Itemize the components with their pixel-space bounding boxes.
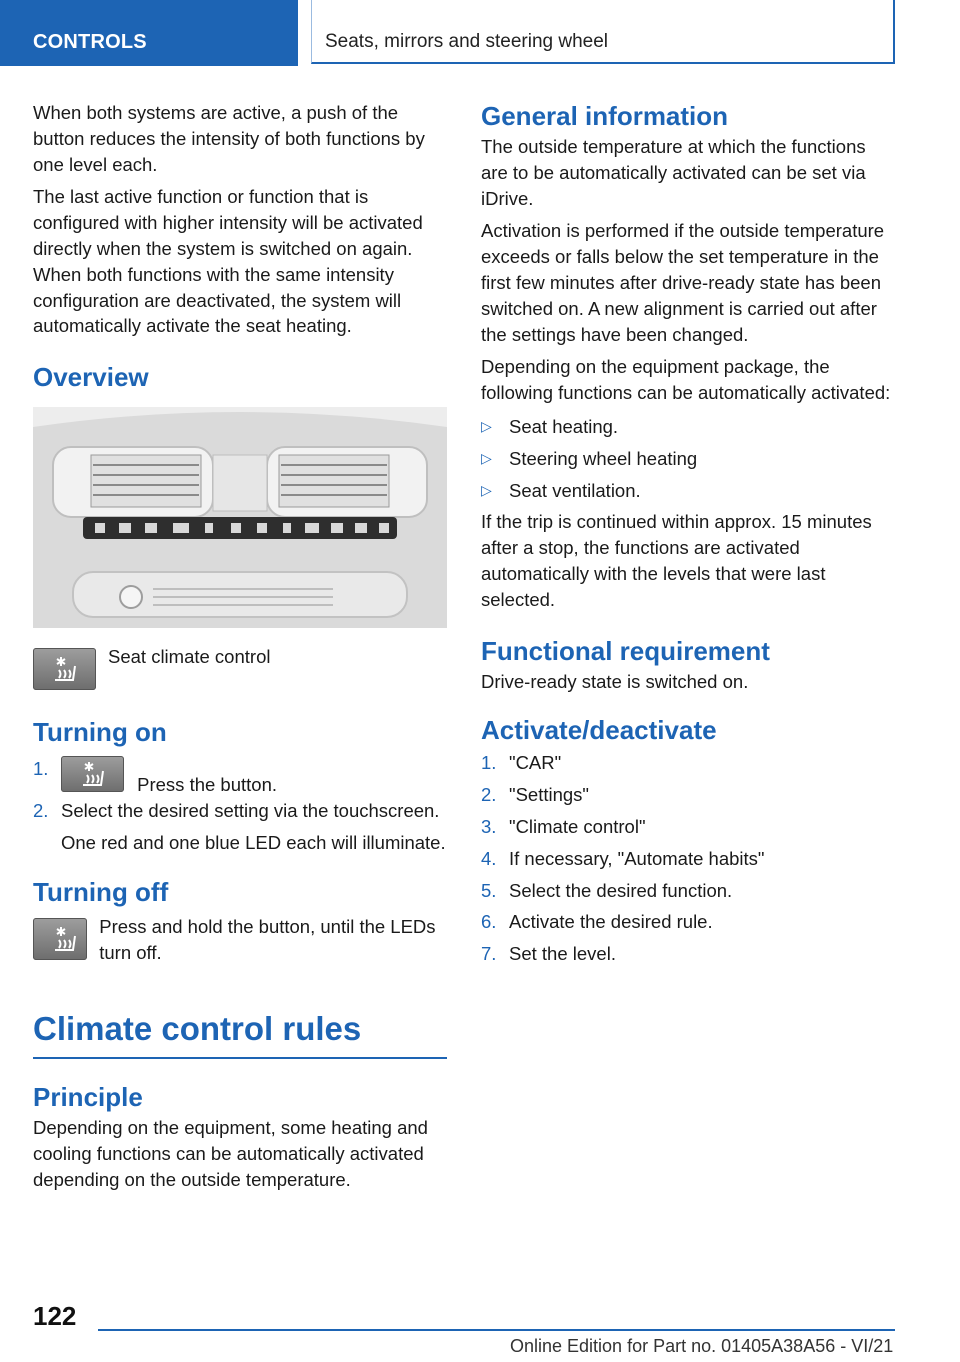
heading-rule bbox=[33, 1057, 447, 1059]
bullet-text: Seat heating. bbox=[509, 415, 619, 437]
step-number: 3. bbox=[481, 815, 497, 837]
intro-paragraph-1: When both systems are active, a push of the button reduces the intensity of both functions by one level each. bbox=[33, 102, 425, 175]
bullet-icon: ▷ bbox=[481, 481, 492, 498]
functional-requirement-heading: Functional requirement bbox=[481, 635, 770, 666]
step-item bbox=[33, 798, 447, 856]
seat-climate-button-icon bbox=[33, 648, 96, 690]
principle-text: Depending on the equipment, some heating and cooling functions can be automatically activated depending on the outside temperature. bbox=[33, 1117, 428, 1190]
list-item bbox=[481, 414, 895, 440]
turning-off-row bbox=[33, 915, 447, 966]
step-number: 2. bbox=[33, 800, 49, 822]
section-label: CONTROLS bbox=[33, 31, 147, 53]
list-item bbox=[481, 478, 895, 504]
bullet-icon: ▷ bbox=[481, 449, 492, 466]
climate-rules-heading: Climate control rules bbox=[33, 1010, 362, 1048]
seat-climate-button-icon bbox=[33, 918, 87, 960]
overview-heading: Overview bbox=[33, 362, 149, 393]
step-item bbox=[481, 878, 895, 904]
page-number: 122 bbox=[33, 1301, 77, 1331]
left-column bbox=[33, 100, 447, 1193]
general-paragraph-3: Depending on the equipment package, the following functions can be automatically activated: bbox=[481, 356, 891, 404]
right-column bbox=[481, 100, 895, 973]
function-bullet-list bbox=[481, 414, 895, 503]
step-item bbox=[481, 846, 895, 872]
turning-on-heading: Turning on bbox=[33, 717, 167, 748]
general-paragraph-1: The outside temperature at which the functions are to be automatically activated can be set via iDrive. bbox=[481, 136, 866, 209]
step-text: Press the button. bbox=[137, 774, 278, 796]
step-item bbox=[481, 814, 895, 840]
general-information-heading: General information bbox=[481, 101, 729, 131]
step-item bbox=[481, 909, 895, 935]
step-text: Set the level. bbox=[509, 943, 616, 965]
turning-off-text: Press and hold the button, until the LEDs turn off. bbox=[99, 915, 436, 963]
seat-climate-caption: Seat climate control bbox=[108, 646, 271, 668]
step-text: If necessary, "Automate habits" bbox=[509, 847, 765, 869]
principle-heading: Principle bbox=[33, 1082, 143, 1113]
step-text: Select the desired setting via the touchscreen. bbox=[61, 800, 440, 822]
chapter-tab bbox=[311, 0, 895, 64]
step-text: Activate the desired rule. bbox=[509, 911, 713, 933]
step-item bbox=[481, 941, 895, 967]
footer-rule bbox=[98, 1329, 895, 1331]
general-paragraph-2: Activation is performed if the outside temperature exceeds or falls below the set temperature in the first few minutes after drive-ready state has been switched on. A new alignment is carried out after the settings have been changed. bbox=[481, 220, 885, 345]
general-paragraph-4: If the trip is continued within approx. 15 minutes after a stop, the functions are activated automatically with the levels that were last selected. bbox=[481, 511, 872, 610]
step-number: 6. bbox=[481, 911, 497, 933]
step-text: "Settings" bbox=[509, 784, 589, 806]
activate-steps bbox=[481, 750, 895, 967]
chapter-title: Seats, mirrors and steering wheel bbox=[325, 31, 609, 52]
section-tab bbox=[0, 0, 298, 66]
turning-off-heading: Turning off bbox=[33, 876, 169, 907]
step-text: "Climate control" bbox=[509, 815, 646, 837]
edition-text: Online Edition for Part no. 01405A38A56 - VI/21 bbox=[510, 1336, 894, 1356]
step-number: 7. bbox=[481, 943, 497, 965]
bullet-text: Seat ventilation. bbox=[509, 479, 641, 501]
activate-deactivate-heading: Activate/deactivate bbox=[481, 715, 717, 746]
step-number: 4. bbox=[481, 847, 497, 869]
turning-on-steps bbox=[33, 756, 447, 856]
list-item bbox=[481, 446, 895, 472]
step-subtext: One red and one blue LED each will illuminate. bbox=[61, 831, 446, 853]
step-item bbox=[33, 756, 447, 796]
bullet-text: Steering wheel heating bbox=[509, 447, 698, 469]
bullet-icon: ▷ bbox=[481, 417, 492, 434]
intro-paragraph-2: The last active function or function that is configured with higher intensity will be activated directly when the system is switched on again. When both functions with the same intensity configuration are deactivated, the system will automatically activate the seat heating. bbox=[33, 186, 423, 337]
step-number: 1. bbox=[33, 758, 49, 780]
seat-climate-row bbox=[33, 648, 447, 690]
climate-panel-photo bbox=[33, 407, 447, 628]
step-text: Select the desired function. bbox=[509, 879, 733, 901]
step-number: 1. bbox=[481, 752, 497, 774]
step-number: 5. bbox=[481, 879, 497, 901]
step-item bbox=[481, 782, 895, 808]
seat-climate-button-icon bbox=[61, 756, 124, 792]
step-number: 2. bbox=[481, 784, 497, 806]
step-item bbox=[481, 750, 895, 776]
functional-requirement-text: Drive-ready state is switched on. bbox=[481, 670, 749, 692]
climate-panel-illustration bbox=[33, 407, 447, 628]
step-text: "CAR" bbox=[509, 752, 562, 774]
